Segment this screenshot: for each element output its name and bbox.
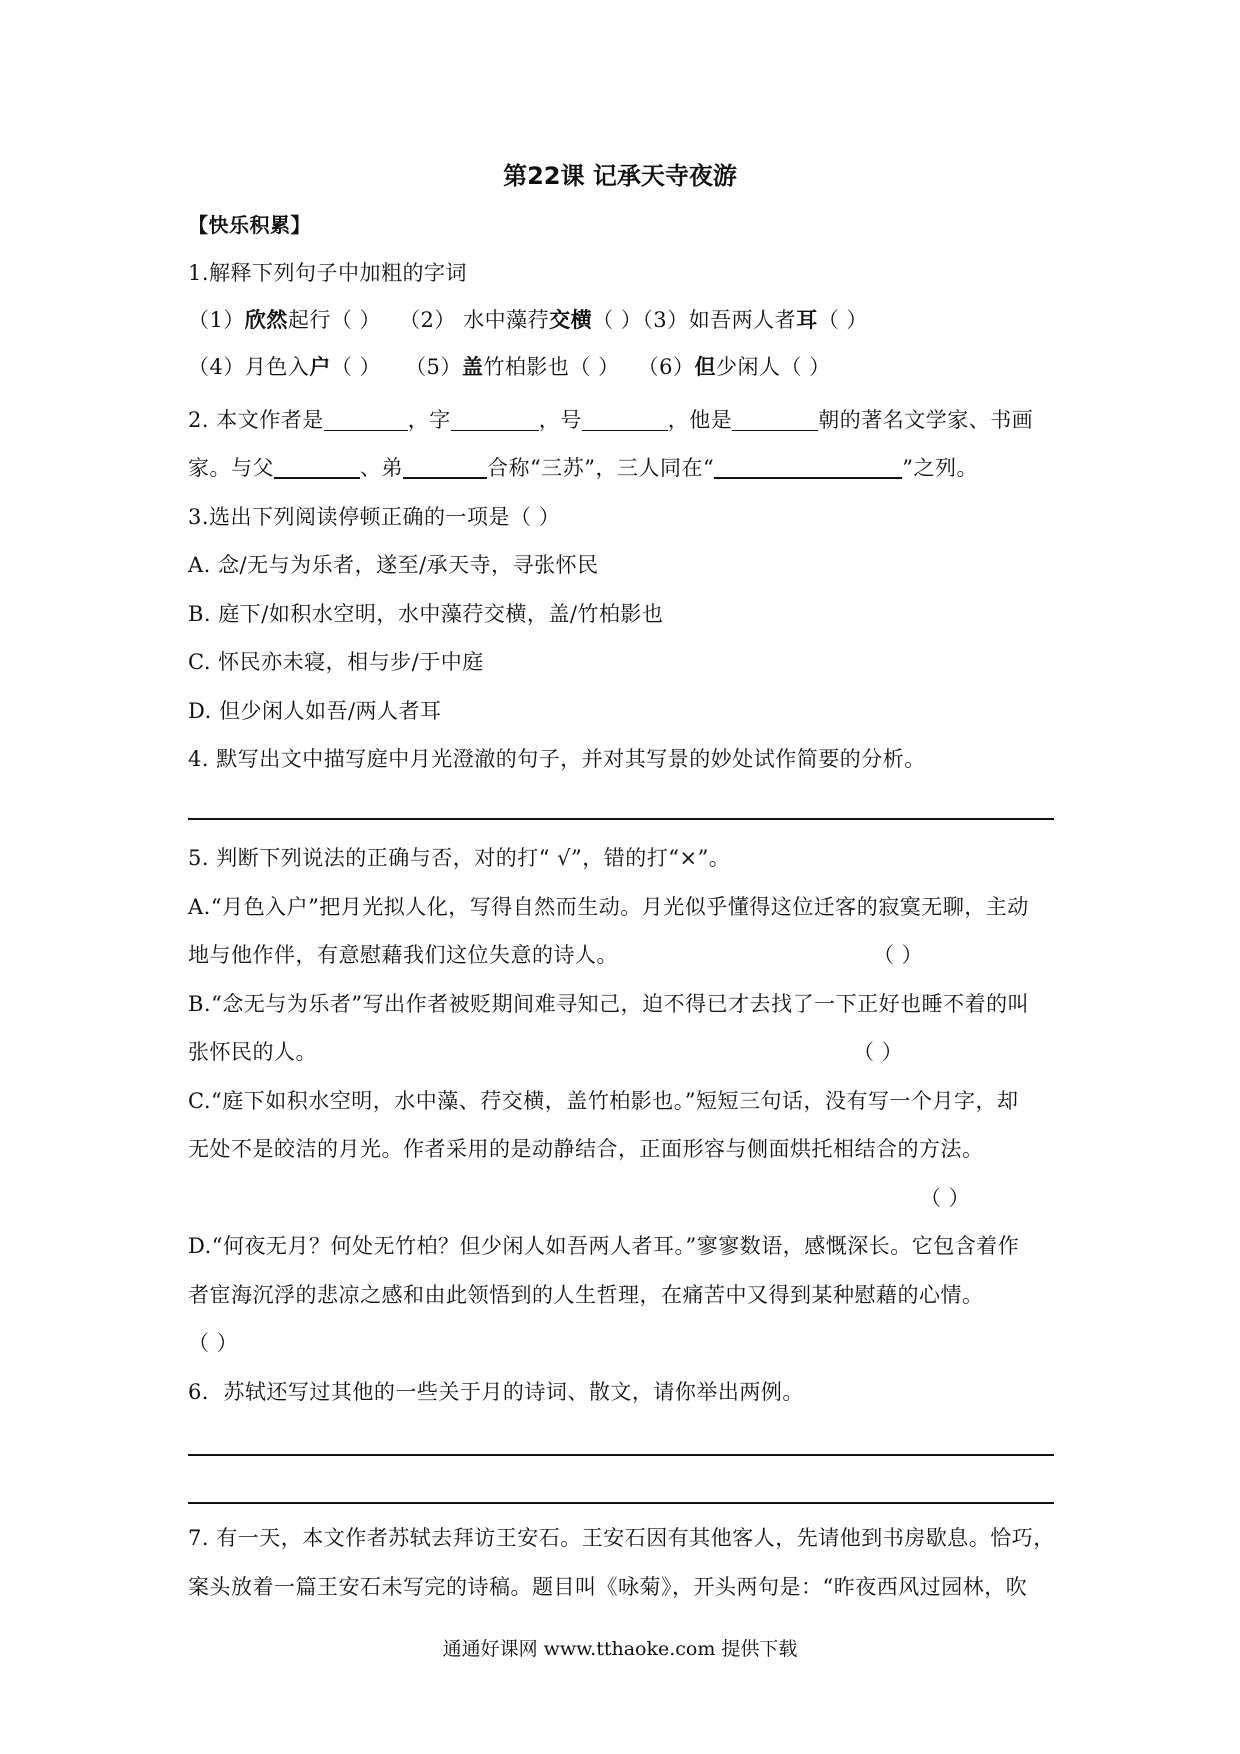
q2-courtesy-name-blank[interactable] (451, 408, 539, 431)
q1-row2 (188, 352, 1058, 382)
q2-text-4: ，他是 (667, 408, 733, 432)
q5-b-line1: B.“念无与为乐者”写出作者被贬期间难寻知己，迫不得已才去找了一下正好也睡不着的叫 (188, 992, 1030, 1016)
q5-a-text: 地与他作伴，有意慰藉我们这位失意的诗人。 (188, 943, 618, 967)
q1-item6-bold: 但 (694, 355, 716, 379)
q1-item1-rest: 起行（ ） (287, 308, 382, 332)
q2-text-2: ，字 (407, 408, 451, 432)
q6-answer-line-2[interactable] (188, 1502, 1054, 1504)
q5-a-line2 (188, 940, 1058, 970)
section-heading (188, 210, 1058, 240)
q2-group-blank[interactable] (714, 455, 902, 479)
q1-item1-bold: 欣然 (244, 308, 288, 332)
q1-row1 (188, 305, 1058, 335)
q2-line1 (188, 405, 1058, 435)
q5-b-line2 (188, 1037, 1058, 1067)
q4-prompt: 4. 默写出文中描写庭中月光澄澈的句子，并对其写景的妙处试作简要的分析。 (188, 747, 926, 771)
q5-b-answer-paren[interactable]: （ ） (853, 1040, 904, 1064)
q1-item5-rest: 竹柏影也（ ） (483, 355, 620, 379)
q2-text-8: 合称“三苏”，三人同在“ (487, 456, 715, 480)
q1-item4-bold: 户 (309, 355, 331, 379)
q5-b-text: 张怀民的人。 (188, 1040, 317, 1064)
q1-item4-num: （4） (188, 355, 245, 379)
q3-option-d[interactable]: D. 但少闲人如吾/两人者耳 (188, 699, 442, 723)
q5-a-line1: A.“月色入户”把月光拟人化，写得自然而生动。月光似乎懂得这位迁客的寂寞无聊，主动 (188, 895, 1029, 919)
q3-option-b[interactable]: B. 庭下/如积水空明，水中藻荇交横，盖/竹柏影也 (188, 602, 664, 626)
q1-prompt: 1.解释下列句子中加粗的字词 (188, 261, 468, 285)
q2-father-blank[interactable] (274, 455, 360, 479)
q1-item3-rest: （ ） (817, 308, 868, 332)
page-footer: 通通好课网 www.tthaoke.com 提供下载 (442, 1638, 798, 1660)
page-title: 第22课 记承天寺夜游 (503, 162, 737, 190)
q2-text-1: 2. 本文作者是 (188, 408, 324, 432)
q5-prompt: 5. 判断下列说法的正确与否，对的打“ √”，错的打“×”。 (188, 846, 731, 870)
q5-d-line2: 者宦海沉浮的悲凉之感和由此领悟到的人生哲理，在痛苦中又得到某种慰藉的心情。 (188, 1283, 984, 1307)
q2-dynasty-blank[interactable] (732, 408, 818, 431)
q1-item2-rest: （ ） (592, 308, 643, 332)
q3-option-a[interactable]: A. 念/无与为乐者，遂至/承天寺，寻张怀民 (188, 553, 599, 577)
q5-c-line1: C.“庭下如积水空明，水中藻、荇交横，盖竹柏影也。”短短三句话，没有写一个月字，却 (188, 1089, 1019, 1113)
q4-answer-line[interactable] (188, 818, 1054, 820)
q1-item2-pre: 水中藻荇 (455, 308, 550, 332)
q5-c-answer-paren[interactable]: （ ） (920, 1186, 971, 1210)
q7-line2: 案头放着一篇王安石未写完的诗稿。题目叫《咏菊》，开头两句是：“昨夜西风过园林，吹 (188, 1575, 1028, 1599)
q1-item1-num: （1） (188, 308, 245, 332)
q3-prompt: 3.选出下列阅读停顿正确的一项是（ ） (188, 505, 561, 529)
q2-brother-blank[interactable] (403, 455, 487, 479)
q1-item3-num: （3） (642, 308, 689, 332)
q2-text-3: ，号 (538, 408, 582, 432)
q3-option-c[interactable]: C. 怀民亦未寝，相与步/于中庭 (188, 650, 484, 674)
q6-answer-line-1[interactable] (188, 1454, 1054, 1456)
q5-d-line3 (188, 1328, 1058, 1358)
q1-item4-pre: 月色入 (244, 355, 310, 379)
q2-text-6: 家。与父 (188, 456, 274, 480)
q1-item3-bold: 耳 (796, 308, 818, 332)
q2-pen-name-blank[interactable] (582, 408, 668, 431)
q1-item3-pre: 如吾两人者 (688, 308, 797, 332)
q2-line2 (188, 453, 1058, 483)
q5-d-answer-paren[interactable]: （ ） (188, 1331, 239, 1355)
q1-item4-rest: （ ） (330, 355, 382, 379)
q2-author-blank[interactable] (324, 408, 408, 431)
q1-item5-num: （5） (405, 355, 462, 379)
q1-item5-bold: 盖 (461, 355, 484, 379)
q5-d-line1: D.“何夜无月？何处无竹柏？但少闲人如吾两人者耳。”寥寥数语，感慨深长。它包含着作 (188, 1234, 1020, 1258)
q6-prompt: 6．苏轼还写过其他的一些关于月的诗词、散文，请你举出两例。 (188, 1380, 804, 1404)
section-heading-text: 【快乐积累】 (188, 213, 311, 237)
q1-item2-bold: 交横 (549, 308, 593, 332)
q1-item2-num: （2） (399, 308, 456, 332)
q1-item6-num: （6） (637, 355, 695, 379)
q7-line1: 7. 有一天，本文作者苏轼去拜访王安石。王安石因有其他客人，先请他到书房歇息。恰巧， (188, 1526, 1055, 1550)
q1-item6-rest: 少闲人（ ） (716, 355, 831, 379)
q5-c-line2: 无处不是皎洁的月光。作者采用的是动静结合，正面形容与侧面烘托相结合的方法。 (188, 1137, 984, 1161)
q2-text-9: ”之列。 (902, 456, 978, 480)
q2-text-7: 、弟 (360, 456, 403, 480)
q5-a-answer-paren[interactable]: （ ） (873, 943, 924, 967)
q2-text-5: 朝的著名文学家、书画 (818, 408, 1034, 432)
